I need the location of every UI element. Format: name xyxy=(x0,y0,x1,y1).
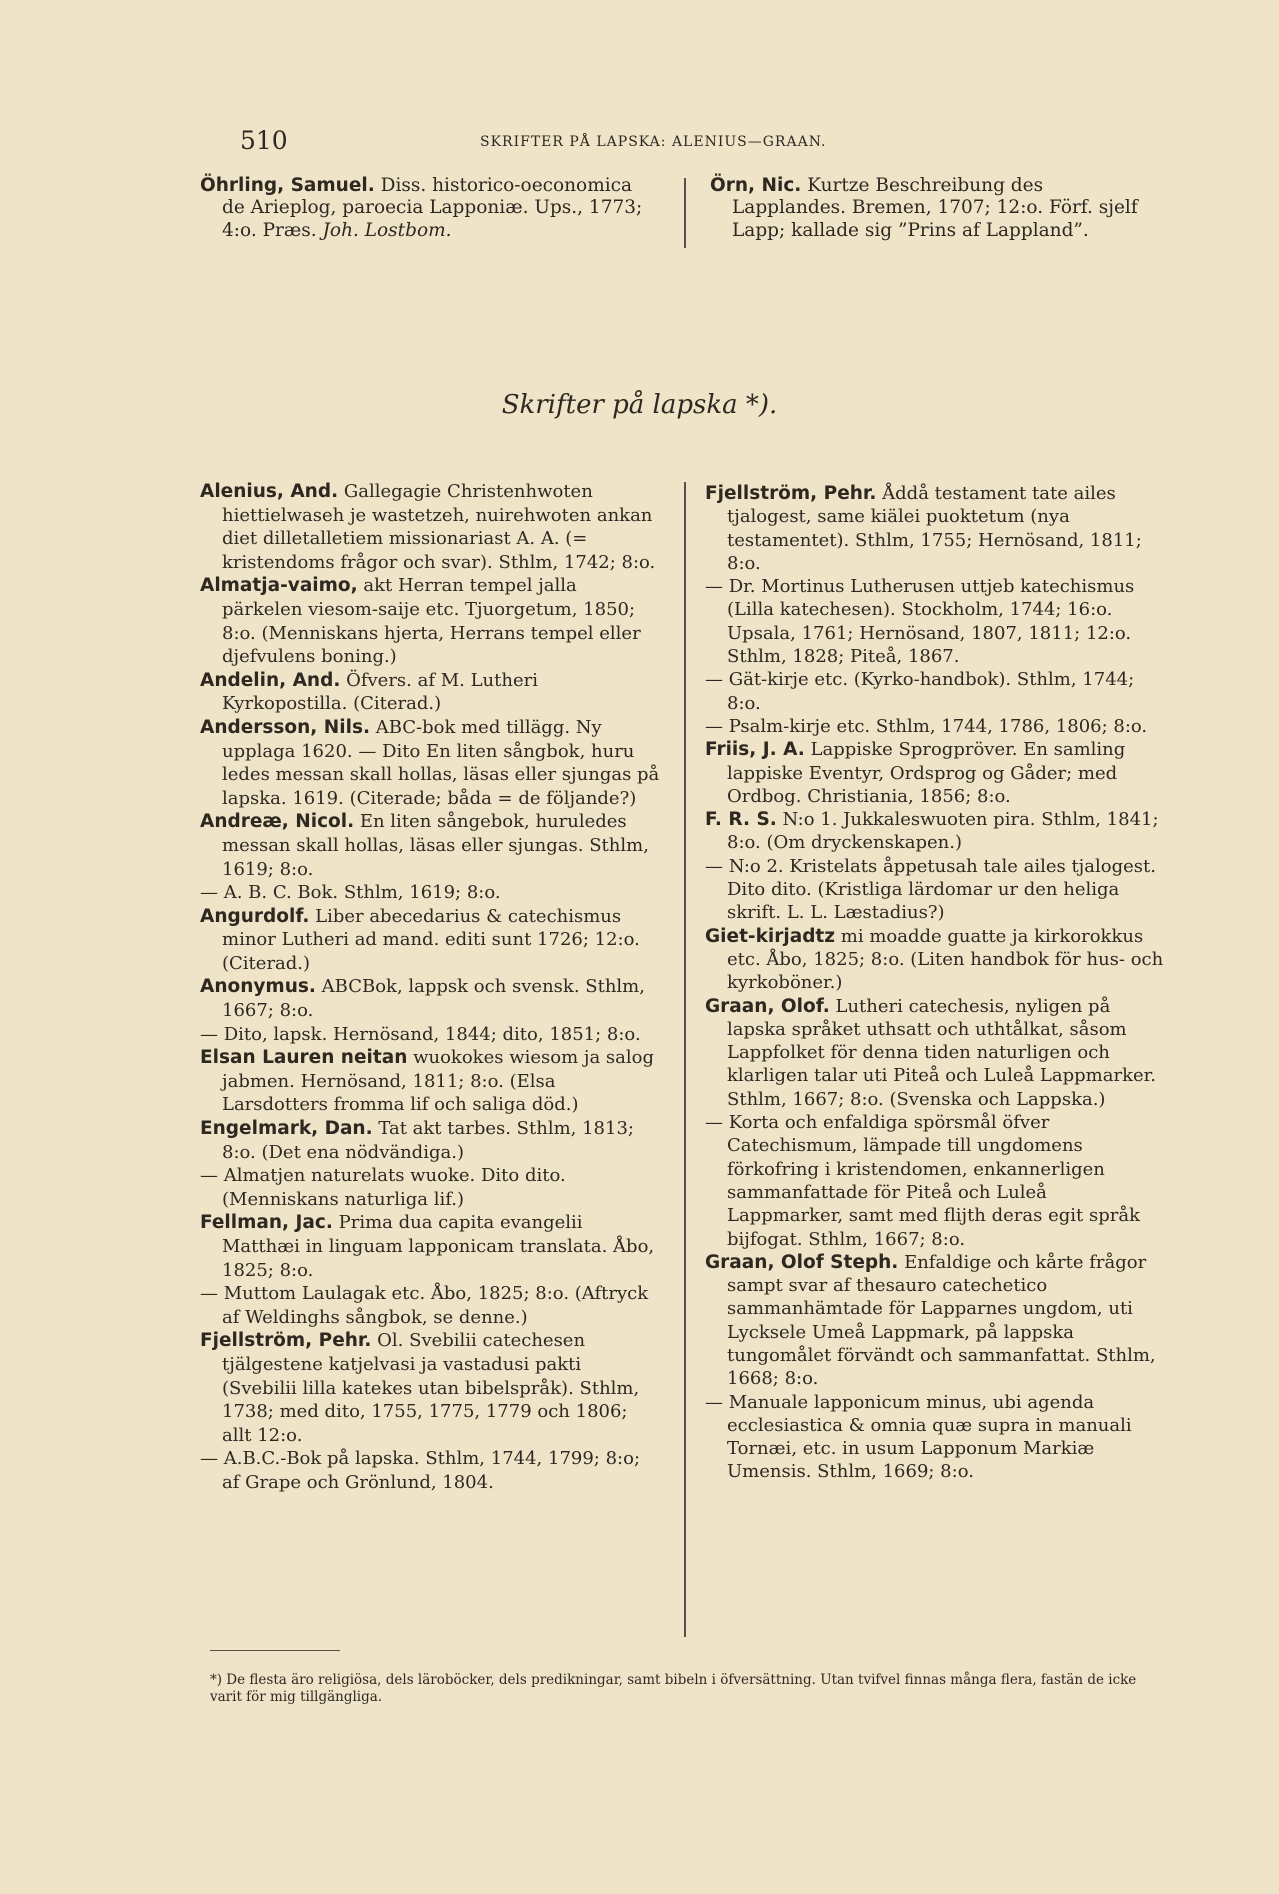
footnote-rule xyxy=(210,1650,340,1651)
bibliography-entry xyxy=(200,975,660,1022)
entry-italic: Joh. Lostbom. xyxy=(322,219,452,241)
bibliography-entry xyxy=(200,1046,660,1117)
bibliography-entry xyxy=(705,575,1165,668)
entry-text: Prima dua capita evangelii Matthæi in linguam lapponicam translata. Åbo, 1825; 8:o. xyxy=(222,1212,655,1281)
bibliography-entry xyxy=(200,810,660,881)
bibliography-entry xyxy=(200,175,660,242)
page-header xyxy=(240,126,1140,156)
entry-text: Lappiske Sprogpröver. En samling lappiske Eventyr, Ordsprog og Gåder; med Ordbog. Christiania, 1856; 8:o. xyxy=(727,739,1126,807)
entry-author: Andelin, And. xyxy=(200,669,341,691)
bibliography-entry xyxy=(200,716,660,810)
bibliography-entry xyxy=(200,669,660,716)
entry-text: Gallegagie Christenhwoten hiettielwaseh je wastetzeh, nuirehwoten ankan diet dilletalletiem missionariast A. A. (= kristendoms frågor och svar). Sthlm, 1742; 8:o. xyxy=(222,481,656,573)
entry-author: F. R. S. xyxy=(705,809,777,831)
page-number: 510 xyxy=(240,126,288,155)
bibliography-entry xyxy=(200,881,660,905)
entry-text: N:o 1. Jukkaleswuoten pira. Sthlm, 1841; 8:o. (Om dryckenskapen.) xyxy=(727,809,1159,854)
entry-author: Öhrling, Samuel. xyxy=(200,175,375,196)
entry-author: Elsan Lauren neitan xyxy=(200,1047,408,1069)
entry-text: ABCBok, lappsk och svensk. Sthlm, 1667; 8:o. xyxy=(222,976,645,1022)
entry-text: — Muttom Laulagak etc. Åbo, 1825; 8:o. (Aftryck af Weldinghs sångbok, se denne.) xyxy=(200,1283,649,1328)
column-separator xyxy=(684,482,686,1637)
bibliography-entry xyxy=(200,1282,660,1329)
bibliography-entry xyxy=(705,482,1165,575)
entry-author: Anonymus. xyxy=(200,976,316,998)
footnote: *) De flesta äro religiösa, dels läroböcker, dels predikningar, samt bibeln i öfversättning. Utan tvifvel finnas många flera, fastän de icke varit för mig tillgängliga. xyxy=(210,1672,1137,1705)
entry-text: — Manuale lapponicum minus, ubi agenda ecclesiastica & omnia quæ supra in manuali Tornæi, etc. in usum Lapponum Markiæ Umensis. Sthlm, 1669; 8:o. xyxy=(705,1391,1132,1483)
bibliography-entry xyxy=(705,995,1165,1111)
entry-text: Ol. Svebilii catechesen tjälgestene katjelvasi ja vastadusi pakti (Svebilii lilla katekes utan bibelspråk). Sthlm, 1738; med dito, 1755, 1775, 1779 och 1806; allt 12:o. xyxy=(222,1330,640,1446)
bibliography-entry xyxy=(705,738,1165,808)
bibliography-entry xyxy=(200,905,660,976)
entry-author: Almatja-vaimo, xyxy=(200,575,358,597)
entry-author: Engelmark, Dan. xyxy=(200,1118,373,1140)
bibliography-entry xyxy=(200,1023,660,1047)
bibliography-entry xyxy=(200,1164,660,1211)
bibliography-entry xyxy=(705,715,1165,738)
bibliography-entry xyxy=(705,925,1165,995)
entry-text: En liten sångebok, huruledes messan skall hollas, läsas eller sjungas. Sthlm, 1619; 8:o. xyxy=(222,811,649,880)
bibliography-entry xyxy=(705,1391,1165,1484)
entry-text: — N:o 2. Kristelats åppetusah tale ailes tjalogest. Dito dito. (Kristliga lärdomar ur den heliga skrift. L. L. Læstadius?) xyxy=(705,855,1156,924)
entry-text: — Dr. Mortinus Lutherusen uttjeb katechismus (Lilla katechesen). Stockholm, 1744; 16:o. Upsala, 1761; Hernösand, 1807, 1811; 12:o. Sthlm, 1828; Piteå, 1867. xyxy=(705,576,1135,668)
top-right-column xyxy=(710,175,1160,242)
entry-author: Fjellström, Pehr. xyxy=(705,483,877,504)
entry-text: Liber abecedarius & catechismus minor Lutheri ad mand. editi sunt 1726; 12:o. (Citerad.) xyxy=(222,905,640,974)
entry-text: akt Herran tempel jalla pärkelen viesom-saije etc. Tjuorgetum, 1850; 8:o. (Menniskans hjerta, Herrans tempel eller djefvulens boning.) xyxy=(222,575,641,668)
entry-text: wuokokes wiesom ja salog jabmen. Hernösand, 1811; 8:o. (Elsa Larsdotters fromma lif och saliga död.) xyxy=(222,1047,654,1116)
entry-text: ABC-bok med tillägg. Ny upplaga 1620. — Dito En liten sångbok, huru ledes messan skall hollas, läsas eller sjungas på lapska. 1619. (Citerade; båda = de följande?) xyxy=(222,716,660,809)
entry-text: Diss. historico-oeconomica de Arieplog, paroecia Lapponiæ. Ups., 1773; 4:o. Præs. xyxy=(222,175,643,241)
entry-text: Kurtze Beschreibung des Lapplandes. Bremen, 1707; 12:o. Förf. sjelf Lapp; kallade sig ”Prins af Lappland”. xyxy=(732,175,1138,241)
bibliography-entry xyxy=(705,855,1165,925)
entry-text: Tat akt tarbes. Sthlm, 1813; 8:o. (Det ena nödvändiga.) xyxy=(222,1118,634,1163)
bibliography-entry xyxy=(200,480,660,574)
entry-author: Andreæ, Nicol. xyxy=(200,811,355,833)
running-title: SKRIFTER PÅ LAPSKA: ALENIUS—GRAAN. xyxy=(480,134,827,150)
entry-author: Graan, Olof. xyxy=(705,995,830,1017)
left-column xyxy=(200,480,660,1495)
bibliography-entry xyxy=(200,1211,660,1282)
entry-author: Alenius, And. xyxy=(200,481,339,502)
bibliography-entry xyxy=(710,175,1160,242)
entry-author: Fellman, Jac. xyxy=(200,1212,333,1234)
entry-author: Graan, Olof Steph. xyxy=(705,1251,899,1273)
entry-author: Angurdolf. xyxy=(200,905,310,927)
bibliography-entry xyxy=(705,1251,1165,1391)
top-left-column xyxy=(200,175,660,242)
entry-author: Fjellström, Pehr. xyxy=(200,1330,372,1352)
bibliography-entry xyxy=(705,668,1165,715)
entry-text: Lutheri catechesis, nyligen på lapska språket uthsatt och uthtålkat, såsom Lappfolket för denna tiden naturligen och klarligen talar uti Piteå och Luleå Lappmarker. Sthlm, 1667; 8:o. (Svenska och Lappska.) xyxy=(727,995,1156,1110)
entry-text: — Korta och enfaldiga spörsmål öfver Catechismum, lämpade till ungdomens förkofring i kristendomen, enkannerligen sammanfattade för Piteå och Luleå Lappmarker, samt med flijth deras egit språk bijfogat. Sthlm, 1667; 8:o. xyxy=(705,1112,1140,1250)
bibliography-entry xyxy=(705,1111,1165,1251)
entry-author: Giet-kirjadtz xyxy=(705,925,836,947)
entry-text: mi moadde guatte ja kirkorokkus etc. Åbo, 1825; 8:o. (Liten handbok för hus- och kyrkoböner.) xyxy=(727,925,1164,994)
bibliography-entry xyxy=(200,1329,660,1447)
entry-author: Örn, Nic. xyxy=(710,175,802,196)
entry-author: Andersson, Nils. xyxy=(200,716,370,738)
entry-text: Åddå testament tate ailes tjalogest, same kiälei puoktetum (nya testamentet). Sthlm, 1755; Hernösand, 1811; 8:o. xyxy=(727,483,1142,574)
bibliography-entry xyxy=(200,574,660,668)
right-column xyxy=(705,482,1165,1484)
entry-text: — Dito, lapsk. Hernösand, 1844; dito, 1851; 8:o. xyxy=(200,1023,641,1045)
entry-author: Friis, J. A. xyxy=(705,739,805,761)
section-title: Skrifter på lapska *). xyxy=(501,390,778,420)
bibliography-entry xyxy=(200,1447,660,1494)
bibliography-entry xyxy=(705,808,1165,855)
entry-text: — Gät-kirje etc. (Kyrko-handbok). Sthlm, 1744; 8:o. xyxy=(705,669,1135,714)
entry-text: — A.B.C.-Bok på lapska. Sthlm, 1744, 1799; 8:o; af Grape och Grönlund, 1804. xyxy=(200,1448,641,1493)
entry-text: Öfvers. af M. Lutheri Kyrkopostilla. (Citerad.) xyxy=(222,669,538,715)
top-column-separator xyxy=(684,178,686,248)
entry-text: Enfaldige och kårte frågor sampt svar af thesauro catechetico sammanhämtade för Lapparnes ungdom, uti Lycksele Umeå Lappmark, på lappska tungomålet förvändt och sammanfattat. Sthlm, 1668; 8:o. xyxy=(727,1251,1156,1390)
entry-text: — Psalm-kirje etc. Sthlm, 1744, 1786, 1806; 8:o. xyxy=(705,715,1148,737)
entry-text: — A. B. C. Bok. Sthlm, 1619; 8:o. xyxy=(200,882,501,904)
entry-text: — Almatjen naturelats wuoke. Dito dito. (Menniskans naturliga lif.) xyxy=(200,1165,566,1210)
bibliography-entry xyxy=(200,1117,660,1164)
